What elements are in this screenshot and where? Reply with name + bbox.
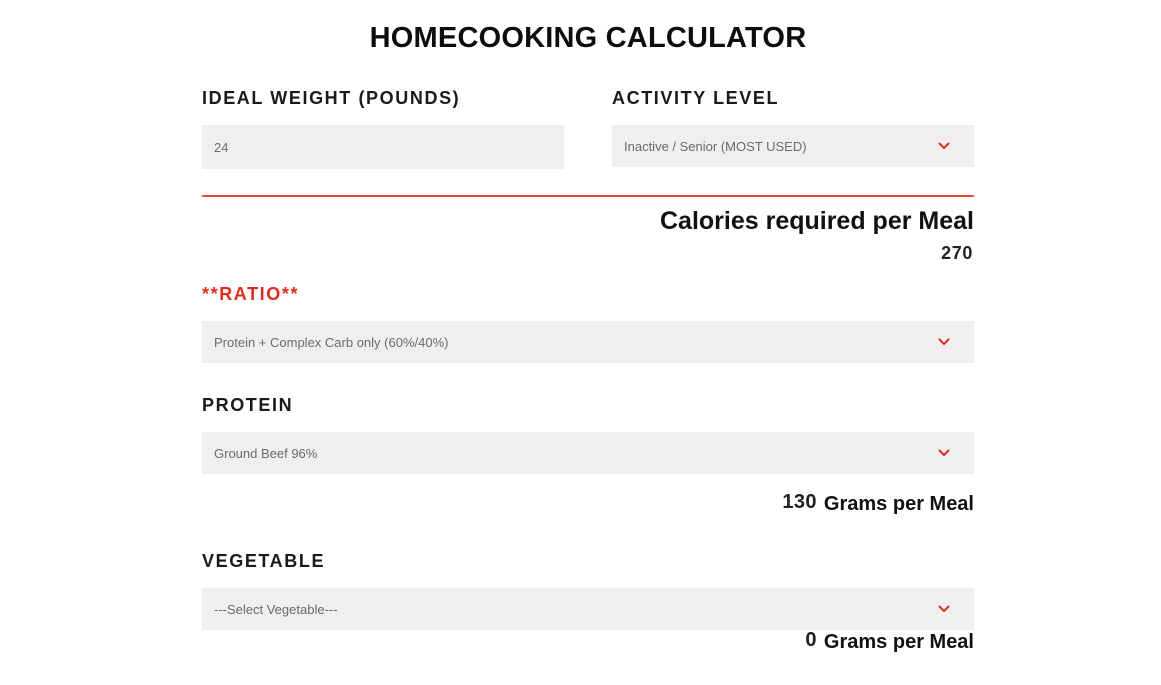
ratio-selected: Protein + Complex Carb only (60%/40%) [214,334,449,350]
activity-level-label: ACTIVITY LEVEL [612,88,780,108]
vegetable-grams-label: Grams per Meal [823,631,974,653]
vegetable-selected: ---Select Vegetable--- [214,601,338,617]
protein-grams-row [782,493,974,516]
page-title: HOMECOOKING CALCULATOR [369,22,807,54]
vegetable-grams-value: 0 [805,629,817,651]
protein-grams-value: 130 [782,491,817,513]
chevron-down-icon [936,601,952,617]
chevron-down-icon [936,445,952,461]
activity-level-select[interactable] [612,125,974,167]
protein-grams-label: Grams per Meal [823,493,974,515]
activity-level-selected: Inactive / Senior (MOST USED) [624,138,807,154]
ratio-label: **RATIO** [202,284,300,304]
chevron-down-icon [936,334,952,350]
protein-selected: Ground Beef 96% [214,445,318,461]
ideal-weight-label: IDEAL WEIGHT (POUNDS) [202,88,461,108]
ratio-select[interactable] [202,321,974,363]
protein-select[interactable] [202,432,974,474]
protein-label: PROTEIN [202,395,294,415]
calories-heading: Calories required per Meal [659,207,974,235]
vegetable-grams-row [805,631,974,654]
vegetable-label: VEGETABLE [202,551,326,571]
calories-value: 270 [941,243,973,263]
ideal-weight-value: 24 [214,139,229,155]
chevron-down-icon [936,138,952,154]
divider [202,195,974,197]
ideal-weight-input[interactable] [202,125,564,169]
vegetable-select[interactable] [202,588,974,630]
